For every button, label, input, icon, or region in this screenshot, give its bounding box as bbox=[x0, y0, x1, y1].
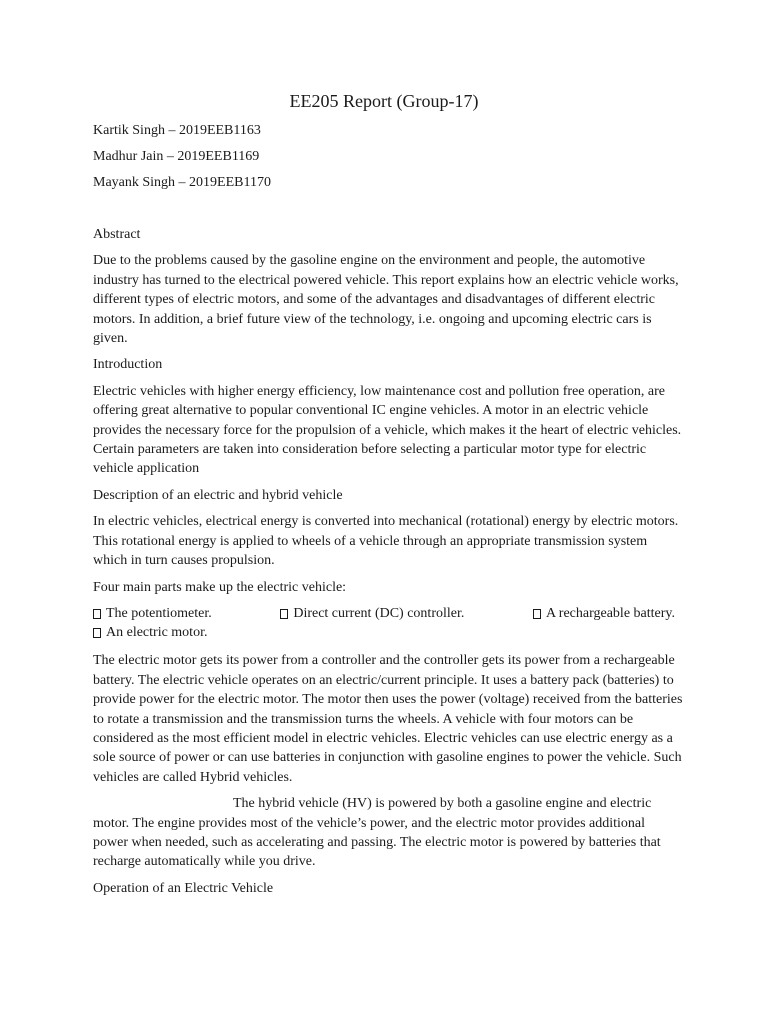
description-paragraph: In electric vehicles, electrical energy is converted into mechanical (rotational) energy by electric motors. This rotational energy is applied to wheels of a vehicle through an appropriate transmission system which in turn causes propulsion. bbox=[93, 514, 679, 569]
abstract-heading: Abstract bbox=[93, 227, 141, 242]
part-label: Direct current (DC) controller. bbox=[293, 605, 465, 621]
hybrid-paragraph: The hybrid vehicle (HV) is powered by both a gasoline engine and electric motor. The engine provides most of the vehicle’s power, and the electric motor provides additional power when needed, such as accelerating and passing. The electric motor is powered by batteries that recharge automatically while you drive. bbox=[93, 796, 661, 870]
operation-heading: Operation of an Electric Vehicle bbox=[93, 880, 274, 896]
unknown-glyph-box-icon bbox=[533, 609, 541, 619]
unknown-glyph-box-icon bbox=[93, 609, 101, 619]
unknown-glyph-box-icon bbox=[280, 609, 288, 619]
unknown-glyph-box-icon bbox=[93, 628, 101, 638]
list-item bbox=[533, 604, 675, 623]
document-body bbox=[93, 225, 683, 905]
list-item bbox=[93, 623, 207, 642]
part-label: The potentiometer. bbox=[106, 605, 212, 621]
abstract-paragraph: Due to the problems caused by the gasoline engine on the environment and people, the automotive industry has turned to the electrical powered vehicle. This report explains how an electric vehicle works, different types of electric motors, and some of the advantages and disadvantages of different electric motors. In addition, a brief future view of the technology, i.e. ongoing and upcoming electric cars is given. bbox=[93, 253, 679, 347]
motor-power-paragraph: The electric motor gets its power from a controller and the controller gets its power from a rechargeable battery. The electric vehicle operates on an electric/current principle. It uses a battery pack (batteries) to provide power for the electric motor. The motor then uses the power (voltage) received from the batteries to rotate a transmission and the transmission turns the wheels. A vehicle with four motors can be considered as the most efficient model in electric vehicles. Electric vehicles can use electric energy as a sole source of power or can use batteries in conjunction with gasoline engines to power the vehicle. Such vehicles are called Hybrid vehicles. bbox=[93, 653, 683, 785]
parts-intro: Four main parts make up the electric vehicle: bbox=[93, 579, 347, 595]
parts-list bbox=[93, 604, 683, 645]
introduction-paragraph: Electric vehicles with higher energy efficiency, low maintenance cost and pollution free operation, are offering great alternative to popular conventional IC engine vehicles. A motor in an electric vehicle provides the necessary force for the propulsion of a vehicle, which makes it the heart of electric vehicles. Certain parameters are taken into consideration before selecting a particular motor type for electric vehicle application bbox=[93, 383, 682, 477]
author-line-2: Madhur Jain – 2019EEB1169 bbox=[93, 149, 260, 164]
document-title: EE205 Report (Group-17) bbox=[289, 91, 479, 111]
introduction-heading: Introduction bbox=[93, 357, 163, 373]
part-label: An electric motor. bbox=[106, 625, 208, 641]
part-label: A rechargeable battery. bbox=[545, 605, 675, 621]
parts-row bbox=[93, 604, 675, 623]
list-item bbox=[280, 604, 464, 623]
parts-row bbox=[93, 623, 683, 644]
author-line-1: Kartik Singh – 2019EEB1163 bbox=[93, 123, 261, 138]
author-line-3: Mayank Singh – 2019EEB1170 bbox=[93, 175, 271, 190]
description-heading: Description of an electric and hybrid vehicle bbox=[93, 487, 343, 503]
list-item bbox=[93, 604, 212, 623]
